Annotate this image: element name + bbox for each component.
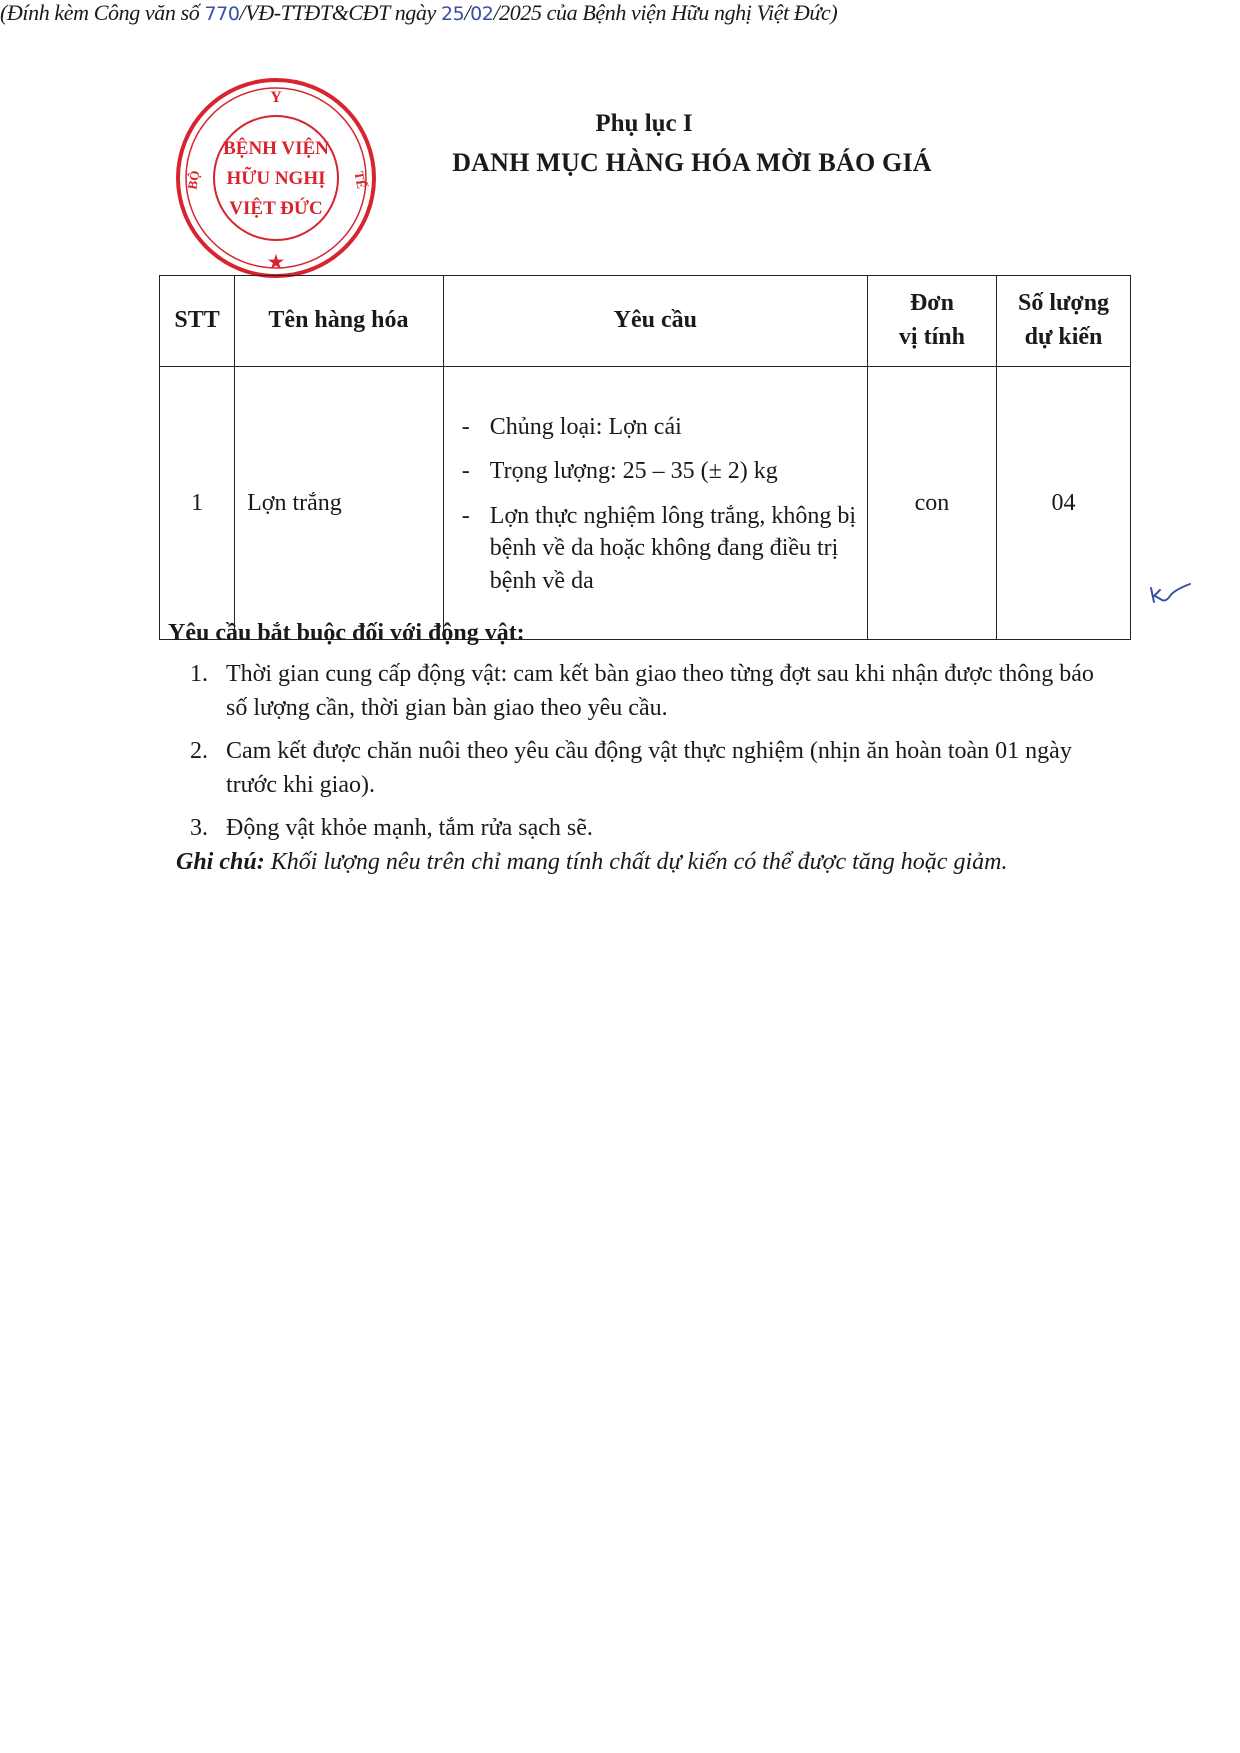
header-unit-line-1: Đơn: [909, 290, 954, 317]
row-name: Lợn trắng: [235, 367, 444, 640]
header-qty-line-1: Số lượng: [1017, 290, 1110, 317]
item-text: Động vật khỏe mạnh, tắm rửa sạch sẽ.: [226, 815, 593, 842]
header-unit-line-2: vị tính: [898, 324, 965, 350]
handwritten-date-month: 02: [470, 3, 494, 25]
document-subtitle: [0, 0, 1240, 26]
stamp-right-letter: TẾ: [351, 170, 370, 190]
goods-table: [159, 275, 1131, 640]
item-text: Thời gian cung cấp động vật: cam kết bàn giao theo từng đợt sau khi nhận được thông báo số lượng cần, thời gian bàn giao theo yêu cầu.: [226, 661, 1094, 721]
hospital-seal-stamp: [170, 72, 382, 284]
requirement-list: [460, 411, 857, 597]
appendix-title: Phụ lục I: [595, 110, 693, 137]
stamp-line-2: HỮU NGHỊ: [226, 168, 326, 189]
requirement-item: - Lợn thực nghiệm lông trắng, không bị bệnh về da hoặc không đang điều trị bệnh về da: [460, 500, 857, 597]
mandatory-requirements-list: [190, 658, 1115, 856]
row-stt: 1: [160, 367, 235, 640]
header-unit: [867, 276, 996, 367]
header-stt: STT: [160, 276, 235, 367]
note: [176, 849, 1007, 876]
document-title: DANH MỤC HÀNG HÓA MỜI BÁO GIÁ: [452, 148, 932, 177]
list-item: [190, 735, 1115, 802]
requirement-item: - Trọng lượng: 25 – 35 (± 2) kg: [460, 455, 857, 487]
header-name: Tên hàng hóa: [235, 276, 444, 367]
handwritten-doc-number: 770: [204, 3, 240, 25]
table-header-row: [160, 276, 1131, 367]
item-number: 1.: [190, 661, 208, 687]
list-item: [190, 812, 1115, 846]
row-requirements: [443, 367, 867, 640]
header-requirements: Yêu cầu: [443, 276, 867, 367]
stamp-left-letter: BỘ: [184, 169, 203, 191]
subtitle-prefix: (Đính kèm Công văn số: [0, 0, 205, 25]
subtitle-mid: /VĐ-TTĐT&CĐT ngày: [239, 0, 441, 25]
stamp-line-1: BỆNH VIỆN: [223, 138, 329, 159]
row-quantity: 04: [997, 367, 1131, 640]
stamp-top-letter: Y: [270, 89, 282, 106]
item-number: 3.: [190, 815, 208, 842]
item-text: Cam kết được chăn nuôi theo yêu cầu động vật thực nghiệm (nhịn ăn hoàn toàn 01 ngày trước khi giao).: [226, 738, 1072, 798]
table-row: [160, 367, 1131, 640]
mandatory-requirements-title: Yêu cầu bắt buộc đối với động vật:: [168, 620, 525, 646]
stamp-star: ★: [267, 252, 285, 272]
handwritten-initial-mark: [1148, 582, 1194, 610]
requirement-item: - Chủng loại: Lợn cái: [460, 411, 857, 443]
stamp-line-3: VIỆT ĐỨC: [229, 198, 323, 219]
handwritten-date-day: 25: [440, 3, 465, 25]
note-label: Ghi chú:: [176, 849, 265, 875]
note-text: Khối lượng nêu trên chỉ mang tính chất dự kiến có thể được tăng hoặc giảm.: [264, 849, 1008, 875]
header-quantity: [997, 276, 1131, 367]
row-unit: con: [867, 367, 996, 640]
list-item: [190, 658, 1115, 725]
date-separator: /: [464, 0, 471, 25]
subtitle-suffix: /2025 của Bệnh viện Hữu nghị Việt Đức): [493, 0, 838, 25]
header-qty-line-2: dự kiến: [1024, 324, 1103, 350]
item-number: 2.: [190, 738, 208, 765]
